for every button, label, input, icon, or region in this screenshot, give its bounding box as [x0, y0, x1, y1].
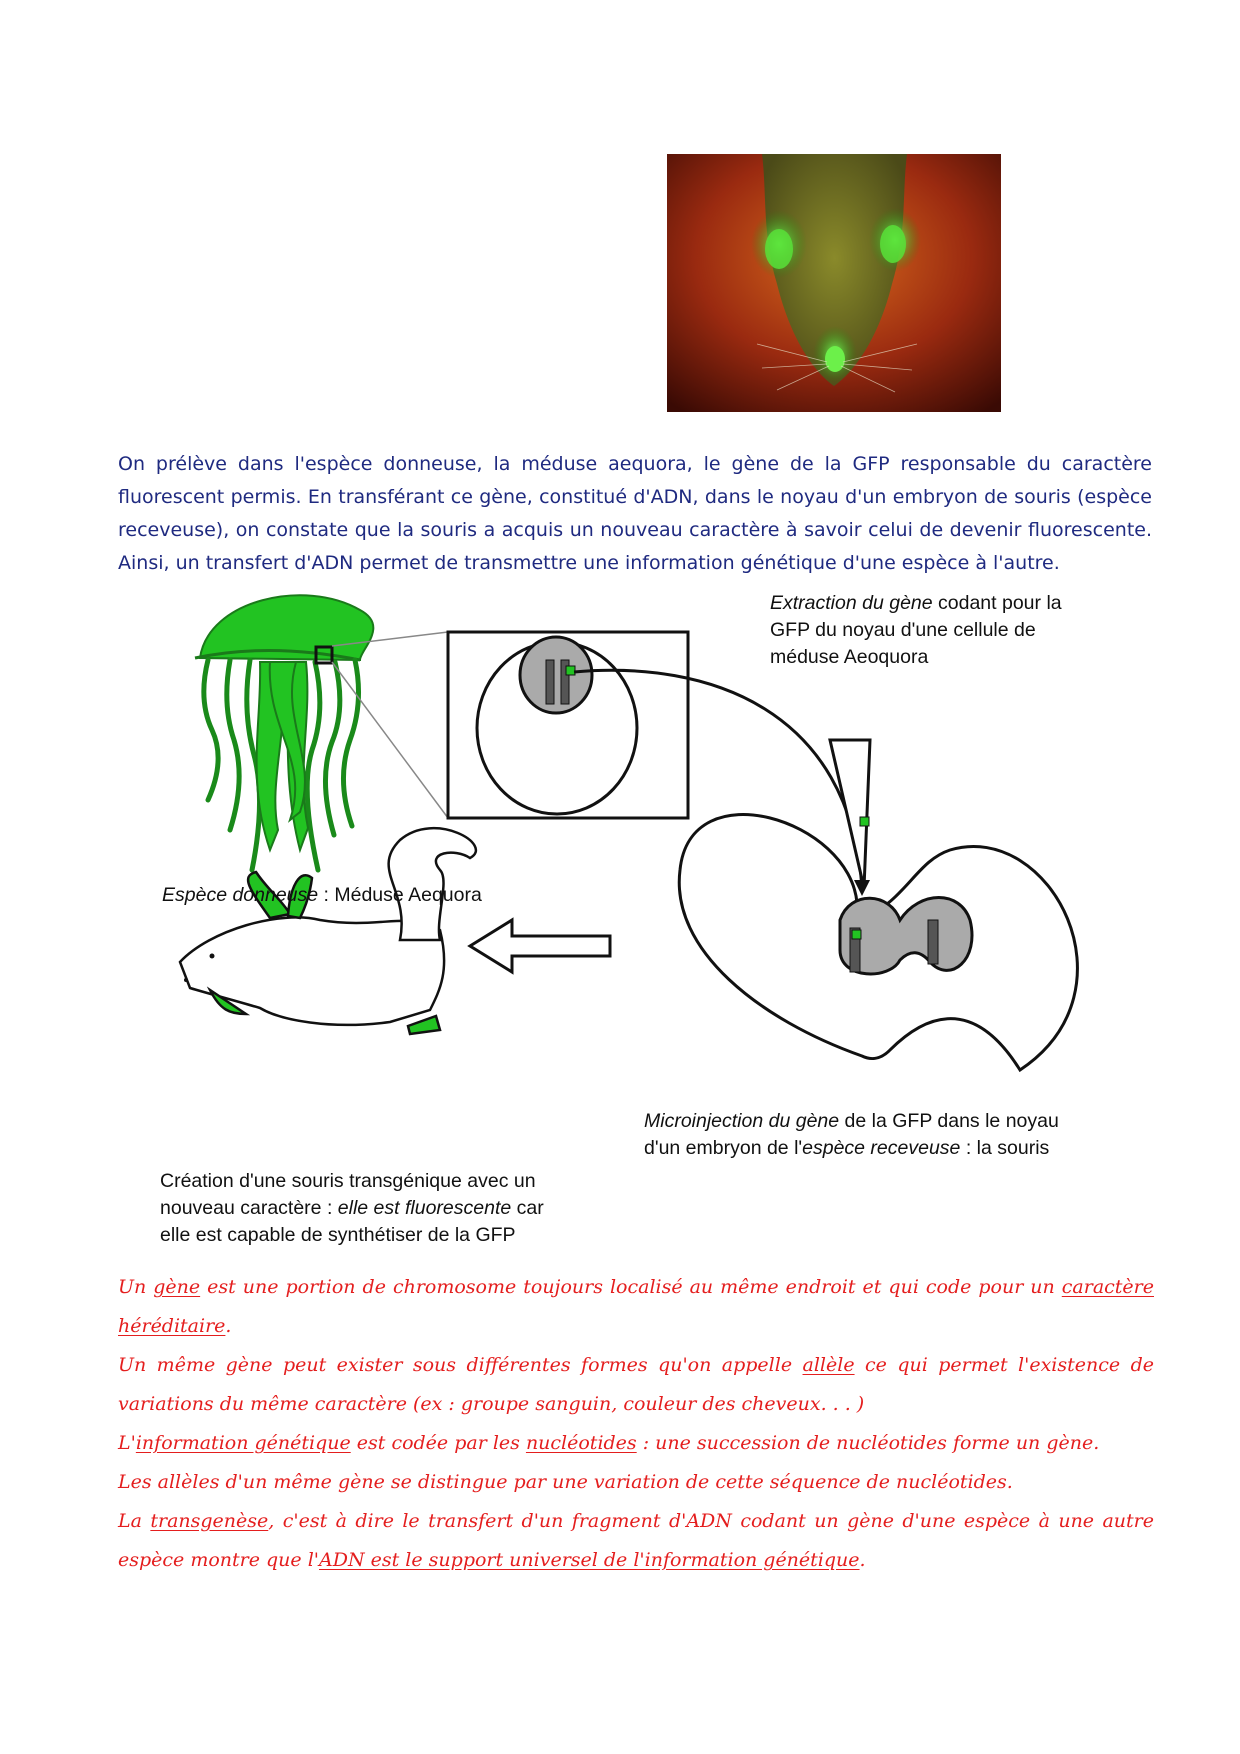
donor-caption: Espèce donneuse : Méduse Aequora — [162, 884, 482, 906]
jellyfish-illustration — [195, 595, 373, 870]
transgenic-mouse-illustration — [180, 828, 476, 1034]
fluorescent-mouse-photo — [667, 154, 1001, 412]
note-allele-variation: Les allèles d'un même gène se distingue par une variation de cette séquence de nucléotides. — [118, 1471, 1013, 1493]
note-nucleotides: L'information génétique est codée par les nucléotides : une succession de nucléotides forme un gène. — [118, 1432, 1100, 1454]
extraction-caption: Extraction du gène codant pour la GFP du noyau d'une cellule de méduse Aeoquora — [770, 592, 1062, 668]
note-transgenesis: La transgenèse, c'est à dire le transfert d'un fragment d'ADN codant un gène d'une espèce à une autre espèce montre que l'ADN est le support universel de l'information génétique. — [118, 1510, 1154, 1571]
note-allele-definition: Un même gène peut exister sous différentes formes qu'on appelle allèle ce qui permet l'existence de variations du même caractère (ex : groupe sanguin, couleur des cheveux. . . ) — [118, 1354, 1154, 1415]
handwritten-notes — [118, 1268, 1154, 1580]
intro-paragraph: On prélève dans l'espèce donneuse, la méduse aequora, le gène de la GFP responsable du caractère fluorescent permis. En transférant ce gène, constitué d'ADN, dans le noyau d'un embryon de souris (espèce receveuse), on constate que la souris a acquis un nouveau caractère à savoir celui de devenir fluorescente. Ainsi, un transfert d'ADN permet de transmettre une information génétique d'une espèce à l'autre. — [118, 453, 1152, 574]
transgenesis-diagram — [150, 590, 1150, 1260]
microinjection-caption: Microinjection du gène de la GFP dans le noyau d'un embryon de l'espèce receveuse : la souris — [644, 1110, 1059, 1159]
note-gene-definition: Un gène est une portion de chromosome toujours localisé au même endroit et qui code pour un caractère héréditaire. — [118, 1276, 1154, 1337]
transgenic-mouse-caption: Création d'une souris transgénique avec un nouveau caractère : elle est fluorescente car elle est capable de synthétiser de la GFP — [160, 1170, 544, 1246]
